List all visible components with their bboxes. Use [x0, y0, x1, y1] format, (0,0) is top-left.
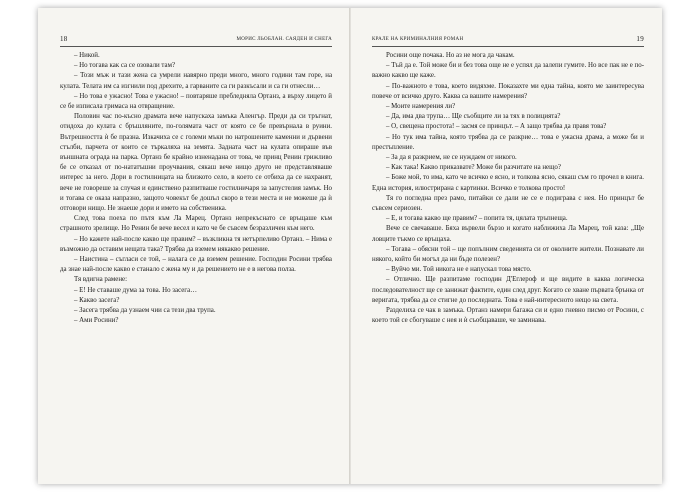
paragraph: – Моите намерения ли?	[386, 103, 456, 111]
paragraph: Тя го погледна през рамо, питайки се дали не се е подиграва с нея. Но принцът бе съвсем сериозен.	[372, 194, 644, 213]
paragraph: Разделиха се чак в замъка. Ортанз намери багажа си и едно гневно писмо от Росини, с което той се сбогуваше с нея и ѝ съобщаваше, че заминава.	[372, 307, 644, 325]
paragraph: – Вуйчо ми. Той никога не е напускал това място.	[386, 266, 532, 274]
book-spread	[38, 8, 662, 484]
paragraph: Половин час по-късно драмата вече напускаха замъка Аленгър. Преди да си тръгнат, отидоха до кулата с бръшляните, по-голямата част от която се бе превърнала в руини. Вътрешността ѝ бе празна. Изкачиха се с големи мъки по натрошените каменни и дървени стълби, парчета от които се търкаляха на земята. Задната част на кулата опираше във външната ограда на парка. Ортанз бе крайно изненадана от това, че принц Ренин грижливо бе се отказал от по-нататъшни проучвания, сякаш вече нищо друго не представляваше интерес за него. Дори в гостилницата на близкото село, в което се отбиха да се нахранят, вече не говореше за случая и единствено разпитваше гостилничаря за запустелия замък. Но и тогава се оказа напразно, защото човекът бе дошъл скоро в тези места и не можеше да ѝ отговори нищо. Не знаеше дори и името на собственика.	[60, 113, 332, 213]
paragraph: – Е! Не ставаше дума за това. Но засега…	[74, 286, 198, 294]
left-page	[60, 34, 332, 326]
left-running-head: МОРИС ЛЬОБЛАН. САЯДЕН И СНЕГА	[236, 37, 332, 42]
paragraph: – Тогава – обясни той – ще попълним сведенията си от околните жители. Познавате ли някого, който би могъл да ни бъде полезен?	[372, 245, 644, 264]
paragraph: – За да я разкрием, не се нуждаем от никого.	[386, 154, 517, 162]
right-page-number: 19	[636, 35, 644, 43]
paragraph: Вече се свечаваше. Бяха вървели бързо и когато наближиха Ла Марец, той каза: „Ще ловците тъкмо се връщаха.	[372, 225, 644, 243]
book-gutter	[349, 8, 351, 484]
right-running-head: КРАЛЕ НА КРИМИНАЛНИЯ РОМАН	[372, 37, 464, 42]
paragraph: – Ами Росини?	[74, 317, 119, 325]
left-page-text	[60, 51, 332, 326]
paragraph: Росини още почака. Но аз не мога да чакам.	[386, 52, 515, 59]
paragraph: – Отлично. Ще разпитаме господин Д'Еглероф и ще видите в каква логическа последователност ще се занижат фактите, един след друг. Когато се хване първата брънка от веригата, трябва да се стигне до последната. Това е най-интересното нещо на света.	[372, 276, 644, 304]
paragraph: – Засега трябва да узнаем чии са тези два трупа.	[74, 307, 216, 315]
paragraph: – Какво засега?	[74, 296, 120, 304]
paragraph: – Никой.	[74, 52, 100, 59]
right-page	[372, 34, 644, 326]
paragraph: – По-важното е това, което видяхме. Показахте ми една тайна, която ме заинтересува повече от всичко друго. Каква са вашите намерения?	[372, 82, 644, 100]
paragraph: – Наистина – съгласи се той, – налага се да вземем решение. Господин Росини трябва да знае най-после какво е станало с жена му и да решението не е в негова полза.	[60, 256, 332, 274]
paragraph: Тя вдигна рамене:	[74, 276, 127, 284]
paragraph: – О, свещена простота! – засмя се принцът. – А защо трябва да правя това?	[386, 123, 607, 131]
left-page-number: 18	[60, 35, 68, 43]
paragraph: – Да, има два трупа… Ще съобщите ли за тях в полицията?	[386, 113, 561, 121]
right-page-text	[372, 51, 644, 326]
paragraph: – Но кажете най-после какво ще правим? – възкликна тя нетърпеливо Ортанз. – Нима е възможно да оставим нещата така? Трябва да вземем някакво решение.	[60, 235, 332, 253]
paragraph: – Но това е ужасно! Това е ужасно! – повтаряше пребледняла Ортанз, а върху лицето й се бе изписала гримаса на отвращение.	[60, 92, 332, 111]
left-running-header	[60, 34, 332, 47]
paragraph: – Е, и тогава какво ще правим? – попита тя, цялата тръпнеща.	[386, 215, 568, 223]
paragraph: – Как така! Какво приказвате? Може би разчитате на нещо?	[386, 164, 561, 172]
paragraph: – Тъй да е. Той може би и без това още не е успял да залепи гумите. Но все пак не е по-важно какво ще каже.	[372, 62, 644, 80]
paragraph: – Този мъж и тази жена са умрели навярно преди много, много години там горе, на кулата. Телата им са изгнили под дрехите, а гарваните са ги разкъсали и са ги отнесли…	[60, 72, 332, 90]
paragraph: След това поеха по пътя към Ла Марец. Ортанз непрекъснато се връщаше към страшното зрелище. Но Ренин бе вече весел и като че бе съвсем безразличен към него.	[60, 215, 332, 233]
paragraph: – Но тогава как са се озовали там?	[74, 62, 176, 70]
paragraph: – Но тук има тайна, която трябва да се разкрие… това е ужасна драма, а може би и престъпление.	[372, 133, 644, 151]
right-running-header	[372, 34, 644, 47]
paragraph: – Боже мой, то има, като че всичко е ясно, и толкова ясно, сякаш съм го прочел в книга. Една история, илюстрирана с картинки. Всичко е толкова просто!	[372, 174, 644, 192]
